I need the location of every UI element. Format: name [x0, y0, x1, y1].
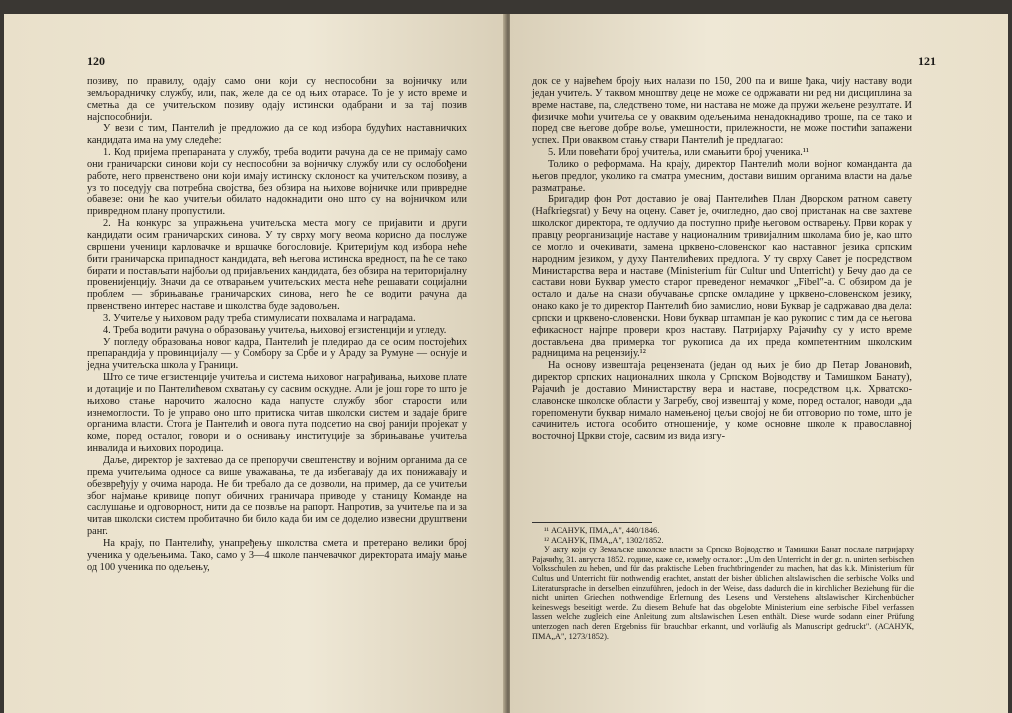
paragraph: Бригадир фон Рот доставио је овај Пантелићев План Дворском ратном савету (Hafkriegsrat) у Бечу на оцену. Савет је, очигледно, дао свој пристанак на све захтеве школског директора, те одлучио да поступно приђе његовом остварењу. Први корак у правцу реорганизације наставе у националним тривијалним школама био је, као што се могло и очекивати, замена црквено-словенског као наставног језика српским народним језиком, у духу Пантелићевих предлога. У ту сврху Савет је посредством Министарства вера и наставе (Ministerium für Cultur und Unterricht) у Бечу дао да се састави нови Буквар уместо старог преведеног немачког „Fibel"-а. С обзиром да је остало и даље на снази обучавање српске омладине у црквено-словенском језику, онако како је то директор Пантелић био замислио, нови Буквар је садржавао два дела: српски и црквено-словенски. Нови буквар штампан је као рукопис с тим да се његова ефикасност најпре провери кроз наставу. Патријарху Рајачићу су у исто време достављена два примерка тог рукописа да их преда компетентним школским радницима на рецензију.¹²	[532, 194, 912, 360]
footnote: ¹¹ АСАНУК, ПМА„А", 440/1846.	[544, 526, 660, 535]
list-item: 3. Учитеље у њиховом раду треба стимулисати похвалама и наградама.	[103, 312, 416, 324]
page-number: 120	[87, 54, 105, 68]
paragraph: У вези с тим, Пантелић је предложио да се код избора будућих наставничких кандидата има на уму следеће:	[87, 123, 467, 147]
footnote: У акту који су Земаљске школске власти за Српско Војводство и Тамишки Банат послале патријарху Рајачићу, 31. августа 1852. године, каже се, између осталог: „Um den Unterricht in der gr. n. unirten serbischen Volksschulen zu heben, und für das praktische Leben fruchtbringender zu machen, hat das k.k. Ministerium für Cultus und Unterricht für nothwendig erachtet, anstatt der bisher üblichen altslawischen die serbische Volks und Literatursprache in derselben einzuführen, jedoch in der Weise, dass dadurch die in kirchlicher Beziehung für die nicht unirten Griechen nothwendige Erlernung des Lesens und Verstehens altslawischer Kirchenbücher keineswegs beseitigt werde. Zu diesem Behufe hat das obgelobte Ministerium eine serbische Fibel verfassen lassen welche zugleich eine Anleitung zum altslawischen Lesen enthält. Diese wurde sodann einer Prüfung unterzogen nach deren Ergebniss für brauchbar erkannt, und vorläufig als Manuscript gedruckt". (АСАНУК, ПМА„А", 1273/1852).	[532, 545, 914, 641]
body-text	[87, 76, 467, 573]
paragraph: Што се тиче егзистенције учитеља и система њиховог награђивања, њихове плате и дотације и по Пантелићевом схватању су сасвим оскудне. Али је још горе то што је њихово стање нарочито жалосно када напусте службу због старости или изнемоглости. То је управо оно што притиска читав школски систем и задаје бриге органима власти. Стога је Пантелић и овога пута подсетио на свој ранији пројекат у коме, поред осталог, говори и о оснивању институције за збрињавање учитеља инвалида и њихових породица.	[87, 372, 467, 455]
paragraph: У погледу образовања новог кадра, Пантелић је пледирао да се осим постојећих препарандија у провинцијалу — у Сомбору за Србе и у Араду за Румуне — оснује и једна учитељска школа у Граници.	[87, 336, 467, 372]
list-item: 2. На конкурс за упражњена учитељска места могу се пријавити и други кандидати осим граничарских синова. У ту сврху могу веома корисно да послуже свршени ученици карловачке и вршачке богословије. Критеријум код избора неће бити граничарска припадност кандидата, већ његова истинска вредност, па ће се тако бирати и постављати најбољи од пријављених кандидата, без обзира на територијалну провенијенцију. Значи да се отварањем учитељских места неће решавати социјални проблем — збрињавање граничарских синова, него ће се водити рачуна да првенствено интерес наставе и школства буде задовољен.	[87, 218, 467, 313]
page-number: 121	[918, 54, 936, 68]
paragraph: На крају, по Пантелићу, унапређењу школства смета и претерано велики број ученика у одељењима. Тако, само у 3—4 школе панчевачког директората имају мање од 100 ученика по одељењу,	[87, 537, 467, 573]
paragraph: позиву, по правилу, одају само они који су неспособни за војничку или земљорадничку службу, или, пак, желе да се од њих отарасе. То је у исто време и сметња да се учитељском позиву одају истински одабрани и за тај позив најспособнији.	[87, 76, 467, 123]
paragraph: Толико о реформама. На крају, директор Пантелић моли војног команданта да његов предлог, уколико га сматра умесним, достави вишим органима власти на даље разматрање.	[532, 158, 912, 194]
footnote-rule	[532, 522, 652, 523]
list-item: 4. Треба водити рачуна о образовању учитеља, њиховој егзистенцији и угледу.	[103, 324, 447, 336]
left-page	[4, 14, 506, 713]
body-text	[532, 76, 912, 443]
paragraph: На основу извештаја рецензената (један од њих је био др Петар Јовановић, директор српских националних школа у Српском Војводству и Тамишком Банату), Рајачић је доставио Министарству вера и наставе, посредством ц.к. Хрватско-славонске школске области у Загребу, свој извештај у коме, поред осталог, наводи „да горепоменути буквар нимало намењеној цељи својој не би отговорио по томе, што је сачинитељ истога особито отношеније, у коме основне школе к православној восточној Цркви стоје, сасвим из вида изгу-	[532, 360, 912, 443]
paragraph: док се у највећем броју њих налази по 150, 200 па и више ђака, чију наставу води један учитељ. У таквом мноштву деце не може се одржавати ни ред ни дисциплина за време наставе, па, следствено томе, ни настава не може да пружи жељене резултате. И физичке моћи учитеља се у оваквим одељењима ненадокнадиво троше, па се тако и поред све његове добре воље, умешности, прилежности, не може постићи запажени успех. При оваквом стању ствари Пантелић је предлагао:	[532, 76, 912, 147]
footnotes	[532, 522, 914, 641]
list-item: 1. Код пријема препараната у службу, треба водити рачуна да се не примају само они граничарски синови који су неспособни за војничку службу или су ослобођени работе, него првенствено они који имају истинску склоност ка учитељском позиву, а уз то поседују сва потребна својства, без обзира на њихове војничке или привредне обавезе: они ће као учитељи обилато надокнадити оно што су на војничком или привредном плану пропустили.	[87, 147, 467, 218]
paragraph: Даље, директор је захтевао да се препоручи свештенству и војним органима да се према учитељима односе са више уважавања, те да избегавају да их понижавају и обезвређују у очима народа. Не би требало да се дозволи, на пример, да се учитељи због најмање кривице попут обичних граничара приводе у станицу Команде на саслушање и одговорност, нити да се позвље на рапорт. Напротив, за учитеље па и за читав школски систем пробитачно би било када би им се доделио извесни друштвени ранг.	[87, 455, 467, 538]
right-page	[510, 14, 1008, 713]
list-item: 5. Или повећати број учитеља, или смањити број ученика.¹¹	[548, 147, 810, 159]
footnote: ¹² АСАНУК, ПМА„А", 1302/1852.	[544, 535, 664, 545]
